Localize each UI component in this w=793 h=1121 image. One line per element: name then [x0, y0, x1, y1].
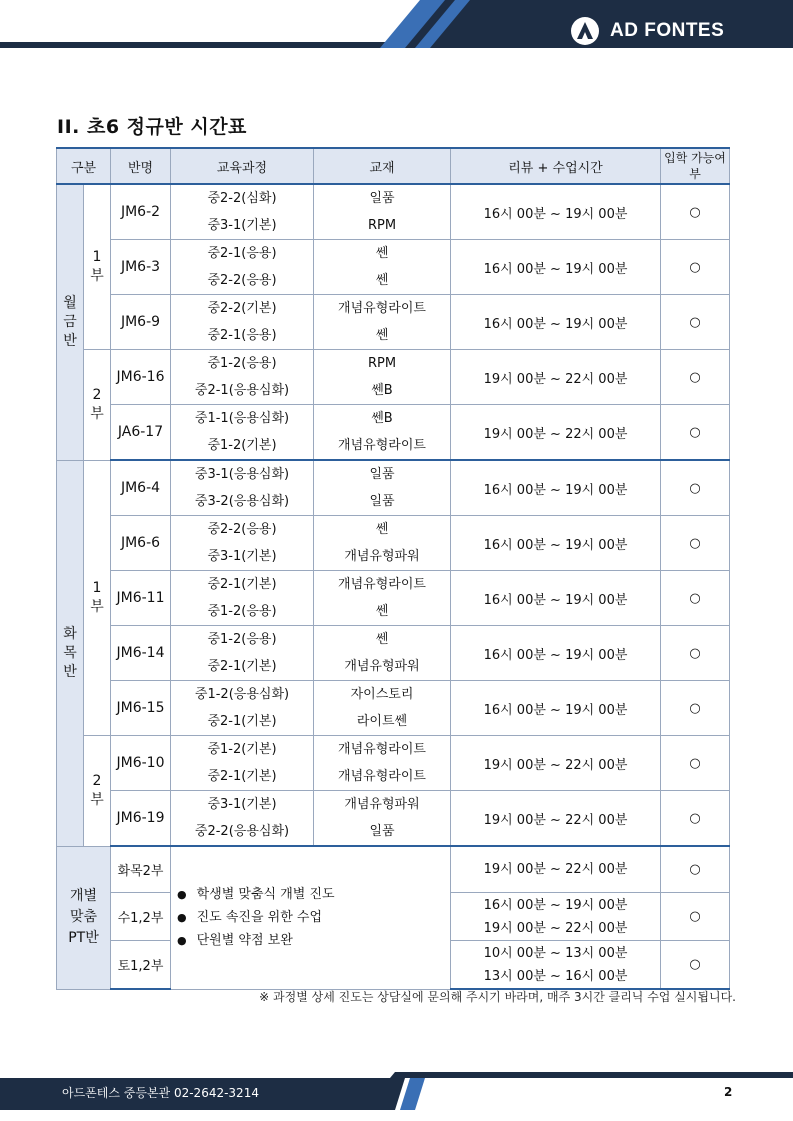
group-label-mon-fri: [57, 184, 84, 460]
availability-mark: ○: [661, 941, 730, 990]
table-header-row: [57, 148, 730, 184]
part-label: [84, 460, 111, 736]
time-cell: 16시 00분 ~ 19시 00분: [451, 460, 661, 516]
time-line: 13시 00분 ~ 16시 00분: [483, 968, 628, 984]
textbook-cell: [314, 405, 451, 461]
group-label-text: 월금반: [63, 294, 77, 349]
class-name: 화목2부: [111, 846, 171, 893]
schedule-table: [56, 147, 730, 990]
class-name: JM6-16: [111, 350, 171, 405]
class-name: JM6-10: [111, 736, 171, 791]
availability-mark: ○: [661, 626, 730, 681]
course-cell: [171, 184, 314, 240]
time-cell: 16시 00분 ~ 19시 00분: [451, 681, 661, 736]
availability-mark: ○: [661, 184, 730, 240]
course-line: 중3-1(응용심화): [194, 467, 290, 482]
group-label-tue-thu: [57, 460, 84, 846]
availability-mark: ○: [661, 791, 730, 847]
textbook-cell: [314, 791, 451, 847]
footer-contact: 아드폰테스 중등본관 02-2642-3214: [62, 1086, 259, 1100]
availability-mark: ○: [661, 571, 730, 626]
part-label: [84, 184, 111, 350]
part-label-text: 2부: [90, 386, 104, 422]
availability-mark: ○: [661, 516, 730, 571]
class-name: JM6-11: [111, 571, 171, 626]
textbook-line: 개념유형파워: [344, 549, 420, 564]
course-line: 중2-2(응용): [207, 273, 277, 288]
header-availability: 입학 가능여부: [661, 148, 730, 184]
time-cell: 19시 00분 ~ 22시 00분: [451, 405, 661, 461]
time-cell: 19시 00분 ~ 22시 00분: [451, 350, 661, 405]
course-cell: [171, 736, 314, 791]
textbook-cell: [314, 184, 451, 240]
availability-mark: ○: [661, 681, 730, 736]
table-row: [57, 791, 730, 847]
group-label-pt: [57, 846, 111, 989]
textbook-line: 쎈: [375, 273, 389, 288]
table-row: [57, 460, 730, 516]
group-label-line: PT반: [68, 930, 99, 946]
class-name: JM6-2: [111, 184, 171, 240]
textbook-line: 일품: [369, 467, 395, 482]
course-line: 중3-1(기본): [207, 797, 277, 812]
availability-mark: ○: [661, 350, 730, 405]
textbook-line: 개념유형라이트: [338, 769, 426, 784]
textbook-line: 개념유형라이트: [338, 742, 426, 757]
course-line: 중2-2(기본): [207, 301, 277, 316]
availability-mark: ○: [661, 846, 730, 893]
course-line: 중2-1(응용심화): [194, 383, 290, 398]
availability-mark: ○: [661, 405, 730, 461]
table-row: [57, 736, 730, 791]
part-label-text: 2부: [90, 772, 104, 808]
course-line: 중2-2(응용): [207, 522, 277, 537]
time-cell: 16시 00분 ~ 19시 00분: [451, 240, 661, 295]
course-cell: [171, 405, 314, 461]
brand-logo: [570, 14, 724, 48]
time-cell: 16시 00분 ~ 19시 00분: [451, 516, 661, 571]
availability-mark: ○: [661, 460, 730, 516]
textbook-cell: [314, 516, 451, 571]
textbook-line: 쎈B: [371, 411, 393, 426]
table-row: [57, 295, 730, 350]
time-line: 10시 00분 ~ 13시 00분: [483, 945, 628, 961]
class-name: JA6-17: [111, 405, 171, 461]
class-name: JM6-15: [111, 681, 171, 736]
course-line: 중2-1(응용): [207, 246, 277, 261]
page-title: II. 초6 정규반 시간표: [57, 116, 247, 138]
course-cell: [171, 681, 314, 736]
part-label: [84, 350, 111, 461]
bullet-item: ● 진도 속진을 위한 수업: [177, 906, 450, 929]
availability-mark: ○: [661, 295, 730, 350]
time-cell: 16시 00분 ~ 19시 00분: [451, 295, 661, 350]
textbook-cell: [314, 350, 451, 405]
pt-description: [171, 846, 451, 989]
course-line: 중2-1(기본): [207, 769, 277, 784]
course-line: 중2-1(기본): [207, 714, 277, 729]
course-cell: [171, 626, 314, 681]
footnote: ※ 과정별 상세 진도는 상담실에 문의해 주시기 바라며, 매주 3시간 클리닉 수업 실시됩니다.: [259, 990, 736, 1004]
textbook-cell: [314, 240, 451, 295]
class-name: JM6-4: [111, 460, 171, 516]
time-cell: [451, 846, 661, 893]
time-line: 19시 00분 ~ 22시 00분: [483, 920, 628, 936]
table-row: [57, 184, 730, 240]
header-course: 교육과정: [171, 148, 314, 184]
logo-mark-icon: [570, 16, 600, 46]
availability-mark: ○: [661, 736, 730, 791]
course-line: 중2-1(기본): [207, 659, 277, 674]
textbook-line: 쎈: [375, 604, 389, 619]
textbook-line: 일품: [369, 824, 395, 839]
group-label-text: 화목반: [63, 625, 77, 680]
header-class-name: 반명: [111, 148, 171, 184]
class-name: JM6-19: [111, 791, 171, 847]
course-line: 중1-2(응용): [207, 356, 277, 371]
time-cell: 16시 00분 ~ 19시 00분: [451, 626, 661, 681]
textbook-line: 개념유형라이트: [338, 301, 426, 316]
course-line: 중1-1(응용심화): [194, 411, 290, 426]
header-time: 리뷰 + 수업시간: [451, 148, 661, 184]
textbook-cell: [314, 571, 451, 626]
textbook-line: 쎈: [375, 328, 389, 343]
textbook-cell: [314, 626, 451, 681]
class-name: 수1,2부: [111, 893, 171, 941]
course-cell: [171, 295, 314, 350]
group-label-line: 개별: [69, 888, 98, 904]
textbook-line: 일품: [369, 494, 395, 509]
textbook-line: 개념유형라이트: [338, 438, 426, 453]
textbook-line: 쎈B: [371, 383, 393, 398]
textbook-cell: [314, 681, 451, 736]
course-line: 중2-2(응용심화): [194, 824, 290, 839]
time-cell: 19시 00분 ~ 22시 00분: [451, 736, 661, 791]
bullet-item: ● 학생별 맞춤식 개별 진도: [177, 883, 450, 906]
course-cell: [171, 460, 314, 516]
table-row: [57, 516, 730, 571]
course-line: 중3-1(기본): [207, 549, 277, 564]
table-row: [57, 681, 730, 736]
part-label: [84, 736, 111, 847]
course-line: 중1-2(기본): [207, 438, 277, 453]
course-line: 중1-2(응용): [207, 604, 277, 619]
textbook-line: 개념유형파워: [344, 659, 420, 674]
time-cell: 16시 00분 ~ 19시 00분: [451, 184, 661, 240]
course-cell: [171, 516, 314, 571]
time-cell: 16시 00분 ~ 19시 00분: [451, 571, 661, 626]
time-cell: 19시 00분 ~ 22시 00분: [451, 791, 661, 847]
table-row: [57, 405, 730, 461]
textbook-line: 자이스토리: [350, 687, 414, 702]
class-name: JM6-3: [111, 240, 171, 295]
course-line: 중3-1(기본): [207, 218, 277, 233]
textbook-line: 개념유형파워: [344, 797, 420, 812]
textbook-cell: [314, 295, 451, 350]
table-row: [57, 626, 730, 681]
table-row: [57, 846, 730, 893]
course-cell: [171, 791, 314, 847]
group-label-line: 맞춤: [69, 909, 98, 925]
course-line: 중2-1(기본): [207, 577, 277, 592]
class-name: JM6-6: [111, 516, 171, 571]
course-line: 중3-2(응용심화): [194, 494, 290, 509]
textbook-line: 일품: [369, 191, 395, 206]
course-line: 중2-1(응용): [207, 328, 277, 343]
page-number: 2: [724, 1085, 733, 1099]
header-textbook: 교재: [314, 148, 451, 184]
class-name: JM6-14: [111, 626, 171, 681]
textbook-line: 개념유형라이트: [338, 577, 426, 592]
time-line: 16시 00분 ~ 19시 00분: [483, 897, 628, 913]
textbook-line: 쎈: [375, 246, 389, 261]
textbook-line: 라이트쎈: [356, 714, 408, 729]
class-name: JM6-9: [111, 295, 171, 350]
textbook-line: 쎈: [375, 522, 389, 537]
textbook-cell: [314, 460, 451, 516]
course-line: 중1-2(응용심화): [194, 687, 290, 702]
bullet-item: ● 단원별 약점 보완: [177, 929, 450, 952]
table-row: [57, 571, 730, 626]
textbook-line: 쎈: [375, 632, 389, 647]
availability-mark: ○: [661, 240, 730, 295]
textbook-line: RPM: [367, 356, 397, 371]
course-line: 중2-2(심화): [207, 191, 277, 206]
table-row: [57, 350, 730, 405]
part-label-text: 1부: [90, 579, 104, 615]
time-cell: [451, 893, 661, 941]
time-cell: [451, 941, 661, 990]
course-line: 중1-2(응용): [207, 632, 277, 647]
availability-mark: ○: [661, 893, 730, 941]
class-name: 토1,2부: [111, 941, 171, 990]
textbook-cell: [314, 736, 451, 791]
table-row: [57, 240, 730, 295]
header-category: 구분: [57, 148, 111, 184]
textbook-line: RPM: [367, 218, 397, 233]
course-cell: [171, 571, 314, 626]
course-line: 중1-2(기본): [207, 742, 277, 757]
course-cell: [171, 350, 314, 405]
brand-name: AD FONTES: [610, 20, 725, 41]
time-line: 19시 00분 ~ 22시 00분: [483, 862, 628, 877]
part-label-text: 1부: [90, 249, 104, 284]
course-cell: [171, 240, 314, 295]
